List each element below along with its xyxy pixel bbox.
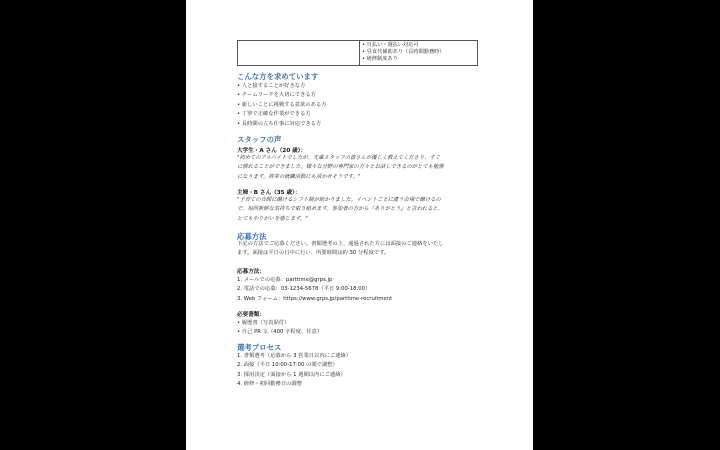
quote-line: とてもやりがいを感じます。" (237, 215, 308, 222)
table-value-cell (360, 41, 477, 65)
list-item: 1. 書類選考（応募から 3 営業日以内にご連絡） (237, 353, 352, 359)
process-list (237, 352, 351, 390)
wanted-list (237, 82, 327, 129)
quote-line: で、毎回新鮮な気持ちで取り組めます。参加者の方から『ありがとう』と言われると、 (237, 206, 443, 213)
table-label-cell (238, 41, 360, 65)
list-item: 2. 面接（平日 10:00-17:00 の間で調整） (237, 362, 338, 369)
benefit-item: • 昼食代補助あり（長時間勤務時） (362, 49, 445, 56)
list-item: 1. メールでの応募：parttime@grps.jp (237, 277, 333, 283)
list-item: • 長時間の立ち仕事に対応できる方 (237, 120, 322, 127)
quote-line: になります。将来の就職活動にも活かせそうです。" (237, 173, 361, 180)
list-item: 2. 電話での応募：03-1234-5678（平日 9:00-18:00） (237, 286, 371, 293)
section-heading-process: 選考プロセス (237, 343, 282, 352)
voice-quote-1 (237, 154, 444, 182)
document-page (186, 0, 533, 450)
list-item: 4. 研修・初回勤務日の調整 (237, 381, 303, 388)
voice-name-2: 主婦・B さん（35 歳）： (237, 190, 301, 196)
list-item: • 自己 PR 文（400 字程度、任意） (237, 329, 323, 336)
voice-quote-2 (237, 196, 443, 224)
list-item: 3. 採用決定（面接から 1 週間以内にご連絡） (237, 371, 346, 378)
quote-line: "初めてのアルバイトでしたが、先輩スタッフの皆さんが優しく教えてくださり、すぐ (237, 155, 441, 161)
apply-intro (237, 240, 444, 259)
section-heading-voices: スタッフの声 (237, 135, 282, 144)
section-heading-apply: 応募方法 (237, 232, 267, 241)
voice-name-1: 大学生・A さん（20 歳）： (237, 148, 307, 154)
list-item: 3. Web フォーム：https://www.grps.jp/parttime-recruitment (237, 295, 393, 302)
quote-line: "子育ての合間に働けるシフト制が助かりました。イベントごとに違う会場で働けるの (237, 197, 441, 203)
paragraph-line: ます。面接は平日の日中に行い、所要時間は約 30 分程度です。 (237, 250, 390, 257)
section-heading-wanted: こんな方を求めています (237, 72, 319, 81)
list-item: • チームワークを大切にできる方 (237, 92, 316, 99)
list-item: • 履歴書（写真貼付） (237, 320, 290, 326)
benefit-item: • 研修制度あり (362, 56, 398, 63)
required-docs-list (237, 319, 322, 338)
list-item: • 丁寧で正確な作業ができる方 (237, 111, 311, 118)
apply-methods-title: 応募方法： (237, 269, 265, 275)
benefit-item: • 日払い・週払い対応可 (362, 42, 419, 48)
list-item: • 新しいことに挑戦する意欲のある方 (237, 101, 327, 108)
apply-methods-list (237, 276, 392, 304)
benefits-table (237, 40, 478, 66)
required-docs-title: 必要書類： (237, 312, 265, 318)
list-item: • 人と接することが好きな方 (237, 83, 306, 89)
quote-line: に慣れることができました。様々な分野の専門家の方々とお話しできるのがとても勉強 (237, 164, 444, 171)
paragraph-line: 下記の方法でご応募ください。書類選考の上、通過された方には面接のご連絡をいたし (237, 241, 444, 247)
